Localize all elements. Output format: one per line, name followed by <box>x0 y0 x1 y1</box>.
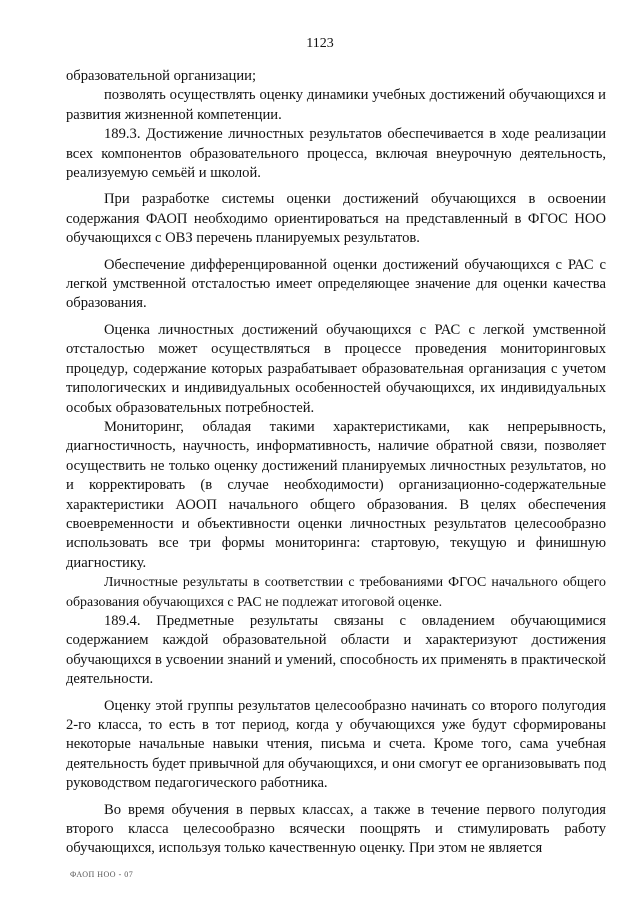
paragraph: 189.3. Достижение личностных результатов обеспечивается в ходе реализации всех компонентов образовательного процесса, включая внеурочную деятельность, реализуемую семьёй и школой. <box>66 126 606 182</box>
footer-code: ФАОП НОО - 07 <box>70 870 134 879</box>
paragraph: Обеспечение дифференцированной оценки достижений обучающихся с РАС с легкой умственной отсталостью имеет определяющее значение для оценки качества образования. <box>66 256 606 312</box>
document-body <box>66 67 606 859</box>
paragraph: образовательной организации; <box>66 68 257 84</box>
paragraph: Мониторинг, обладая такими характеристиками, как непрерывность, диагностичность, научность, информативность, наличие обратной связи, позволяет осуществить не только оценку достижений планируемых личностных результатов, но и корректировать (в случае необходимости) организационно-содержательные характеристики АООП начального общего образования. В целях обеспечения своевременности и объективности оценки личностных результатов целесообразно использовать все три формы мониторинга: стартовую, текущую и финишную диагностику. <box>66 418 606 571</box>
paragraph: Оценку этой группы результатов целесообразно начинать со второго полугодия 2-го класса, то есть в тот период, когда у обучающихся уже будут сформированы некоторые начальные навыки чтения, письма и счета. Кроме того, сама учебная деятельность будет привычной для обучающихся, и они смогут ее организовывать под руководством педагогического работника. <box>66 697 606 792</box>
paragraph: Оценка личностных достижений обучающихся с РАС с легкой умственной отсталостью может осуществляться в процессе проведения мониторинговых процедур, содержание которых разрабатывает образовательная организация с учетом типологических и индивидуальных особенностей обучающихся, их индивидуальных особых образовательных потребностей. <box>66 321 606 416</box>
paragraph: Во время обучения в первых классах, а также в течение первого полугодия второго класса целесообразно всячески поощрять и стимулировать работу обучающихся, используя только качественную оценку. При этом не является <box>66 801 606 857</box>
paragraph: позволять осуществлять оценку динамики учебных достижений обучающихся и развития жизненной компетенции. <box>66 87 606 123</box>
paragraph: 189.4. Предметные результаты связаны с овладением обучающимися содержанием каждой образовательной области и характеризуют достижения обучающихся в усвоении знаний и умений, способность их применять в практической деятельности. <box>66 612 606 688</box>
paragraph: При разработке системы оценки достижений обучающихся в освоении содержания ФАОП необходимо ориентироваться на представленный в ФГОС НОО обучающихся с ОВЗ перечень планируемых результатов. <box>66 191 606 247</box>
page-number: 1123 <box>306 36 334 51</box>
paragraph: Личностные результаты в соответствии с требованиями ФГОС начального общего образования обучающихся с РАС не подлежат итоговой оценке. <box>66 575 606 610</box>
